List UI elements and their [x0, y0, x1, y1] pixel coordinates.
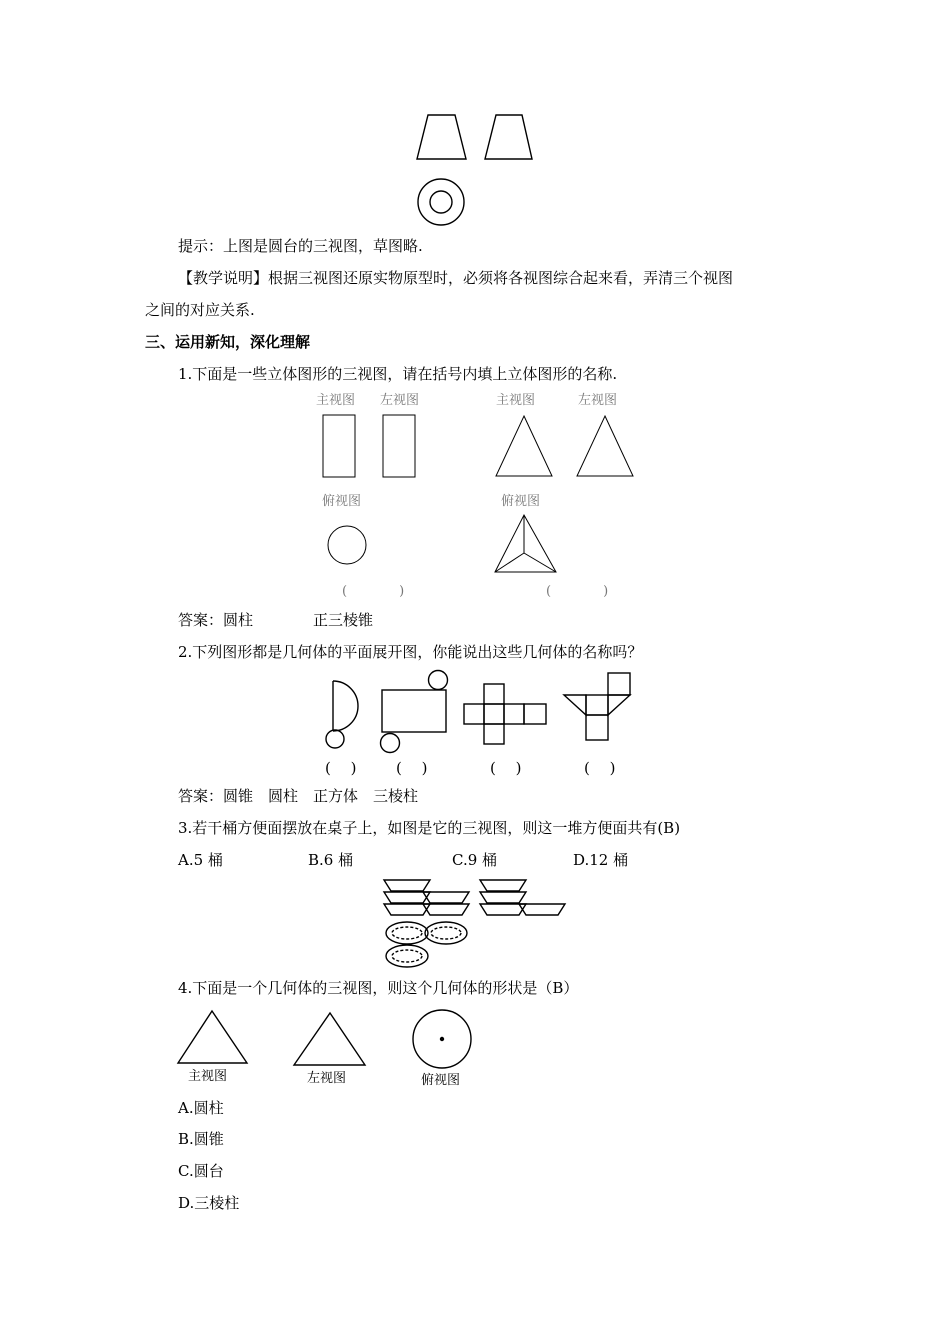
q4-question: 4.下面是一个几何体的三视图，则这个几何体的形状是（B） [178, 979, 579, 997]
q3-option-b: B.6 桶 [308, 851, 354, 869]
q1-label-top-2: 俯视图 [501, 494, 541, 509]
q1-label-front-1: 主视图 [316, 393, 356, 408]
q4-label-left: 左视图 [307, 1071, 347, 1086]
q4-label-front: 主视图 [188, 1069, 228, 1084]
q3-option-d: D.12 桶 [573, 851, 629, 869]
section3-title: 三、运用新知，深化理解 [145, 333, 311, 351]
q1-label-top-1: 俯视图 [322, 494, 362, 509]
hint-text: 提示：上图是圆台的三视图，草图略. [178, 237, 423, 255]
q4-option-c: C.圆台 [178, 1162, 224, 1180]
q1-label-left-1: 左视图 [380, 393, 420, 408]
q2-blank-2: ( ) [396, 759, 428, 777]
q2-question: 2.下列图形都是几何体的平面展开图，你能说出这些几何体的名称吗？ [178, 643, 643, 661]
q1-question: 1.下面是一些立体图形的三视图，请在括号内填上立体图形的名称. [178, 365, 618, 383]
q3-question: 3.若干桶方便面摆放在桌子上，如图是它的三视图，则这一堆方便面共有(B) [178, 819, 681, 837]
q2-blank-1: ( ) [325, 759, 357, 777]
q4-label-top: 俯视图 [421, 1073, 461, 1088]
q3-option-c: C.9 桶 [452, 851, 498, 869]
q4-option-b: B.圆锥 [178, 1130, 224, 1148]
q1-blank-1: ( ) [342, 584, 405, 599]
teaching-note-line2: 之间的对应关系. [145, 301, 255, 319]
q1-label-front-2: 主视图 [496, 393, 536, 408]
q1-blank-2: ( ) [546, 584, 609, 599]
q3-option-a: A.5 桶 [178, 851, 223, 869]
q1-label-left-2: 左视图 [578, 393, 618, 408]
teaching-note-line1: 【教学说明】根据三视图还原实物原型时，必须将各视图综合起来看，弄清三个视图 [178, 269, 734, 287]
q2-blank-4: ( ) [584, 759, 616, 777]
q2-answer: 答案：圆锥 圆柱 正方体 三棱柱 [178, 787, 419, 805]
q1-answer: 答案：圆柱 正三棱锥 [178, 611, 374, 629]
q4-option-a: A.圆柱 [178, 1099, 224, 1117]
q2-blank-3: ( ) [490, 759, 522, 777]
q4-option-d: D.三棱柱 [178, 1194, 240, 1212]
